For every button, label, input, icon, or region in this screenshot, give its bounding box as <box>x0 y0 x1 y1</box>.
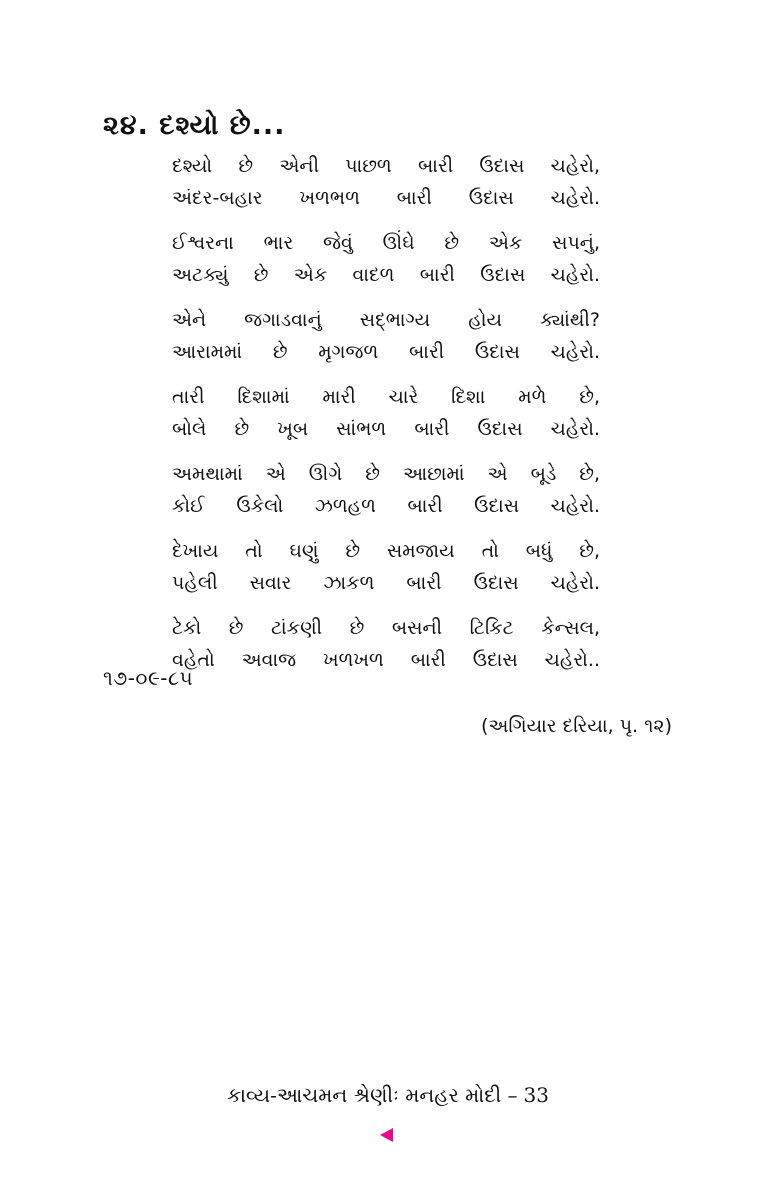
poem-line: આરામમાં છે મૃગજળ બારી ઉદાસ ચહેરો. <box>172 341 600 363</box>
stanza-7 <box>172 612 600 676</box>
series-title: કાવ્ય-આચમન શ્રેણીઃ મનહર મોદી – <box>227 1083 518 1107</box>
stanza-2 <box>172 227 600 291</box>
poem-line: અટક્યું છે એક વાદળ બારી ઉદાસ ચહેરો. <box>172 264 600 286</box>
poem-line: અંદર-બહાર ખળભળ બારી ઉદાસ ચહેરો. <box>172 187 600 209</box>
stanza-6 <box>172 535 600 599</box>
poem-line: અમથામાં એ ઊગે છે આછામાં એ બૂડે છે, <box>172 463 600 485</box>
page-number: 33 <box>523 1083 549 1107</box>
poem-line: કોઈ ઉકેલો ઝળહળ બારી ઉદાસ ચહેરો. <box>172 495 600 517</box>
poem-line: તારી દિશામાં મારી ચારે દિશા મળે છે, <box>172 386 600 408</box>
poem-line: એને જગાડવાનું સદ્ભાગ્ય હોય ક્યાંથી? <box>172 309 600 331</box>
poem-line: બોલે છે ખૂબ સાંભળ બારી ઉદાસ ચહેરો. <box>172 418 600 440</box>
poem-line: દશ્યો છે એની પાછળ બારી ઉદાસ ચહેરો, <box>172 155 600 177</box>
poem-line: દેખાય તો ઘણું છે સમજાય તો બધું છે, <box>172 540 600 562</box>
stanza-1 <box>172 150 600 214</box>
poem-line: ઈશ્વરના ભાર જેવું ઊંઘે છે એક સપનું, <box>172 232 600 254</box>
poem-title: ૨૪. દશ્યો છે... <box>103 110 286 141</box>
poem-line: પહેલી સવાર ઝાકળ બારી ઉદાસ ચહેરો. <box>172 572 600 594</box>
poem-body <box>172 150 600 689</box>
poem-source: (અગિયાર દરિયા, પૃ. ૧૨) <box>480 715 672 737</box>
page-footer <box>0 1083 776 1107</box>
previous-page-arrow-icon[interactable] <box>380 1128 393 1142</box>
stanza-4 <box>172 381 600 445</box>
stanza-5 <box>172 458 600 522</box>
stanza-3 <box>172 304 600 368</box>
poem-line: વહેતો અવાજ ખળખળ બારી ઉદાસ ચહેરો.. <box>172 649 600 671</box>
poem-date: ૧૭-૦૯-૮૫ <box>103 666 194 690</box>
poem-line: ટેકો છે ટાંકણી છે બસની ટિકિટ કેન્સલ, <box>172 617 600 639</box>
